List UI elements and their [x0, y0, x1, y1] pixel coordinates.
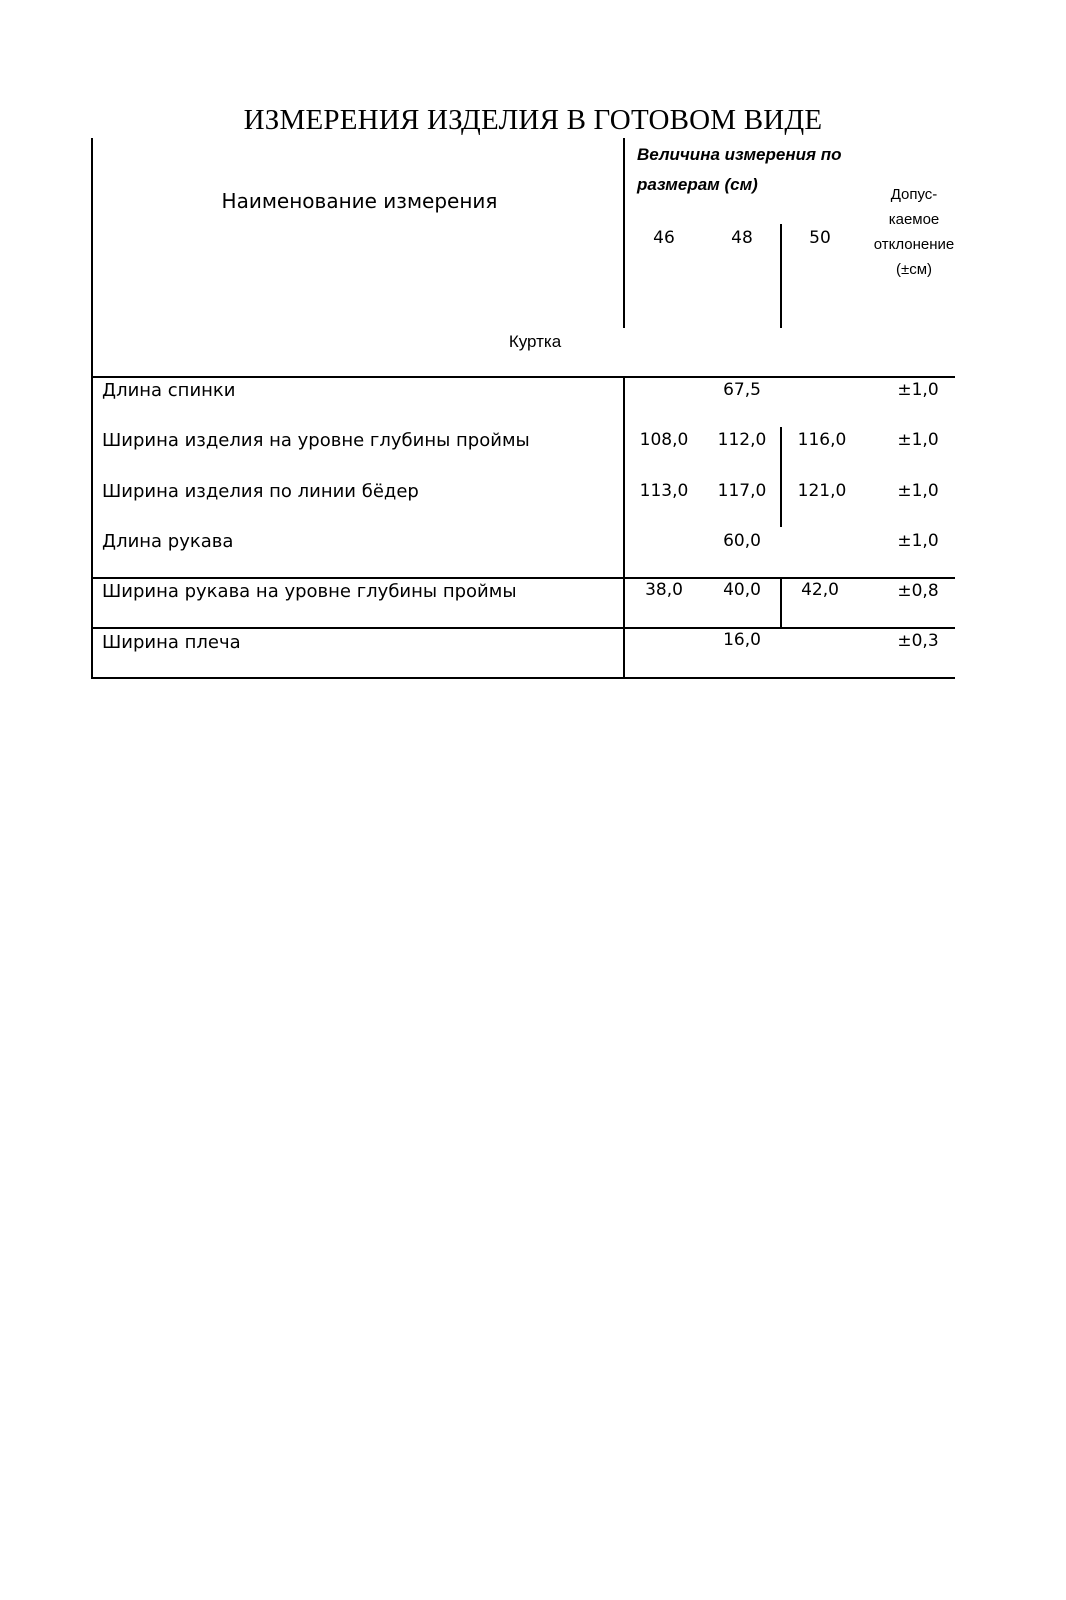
- row-divider-1: [91, 577, 955, 579]
- header-size-line-1: Величина измерения по: [637, 145, 842, 164]
- header-tolerance-column: [872, 182, 956, 282]
- size-48-header: 48: [731, 228, 753, 248]
- size-divider-body-2: [780, 578, 782, 628]
- row-name: Ширина изделия на уровне глубины проймы: [102, 430, 530, 451]
- header-tolerance-line-1: Допус-: [890, 186, 938, 203]
- value-48: 112,0: [717, 430, 767, 450]
- tolerance-value: ±1,0: [897, 481, 939, 501]
- value-46: 108,0: [639, 430, 689, 450]
- value-48: 67,5: [723, 380, 761, 400]
- row-divider-2: [91, 627, 955, 629]
- tolerance-value: ±1,0: [897, 531, 939, 551]
- row-name: Длина спинки: [102, 380, 236, 401]
- tolerance-value: ±1,0: [897, 430, 939, 450]
- tolerance-value: ±1,0: [897, 380, 939, 400]
- value-48: 117,0: [717, 481, 767, 501]
- table-left-border: [91, 138, 93, 679]
- value-48: 16,0: [723, 630, 761, 650]
- row-name: Ширина изделия по линии бёдер: [102, 481, 419, 502]
- tolerance-value: ±0,8: [897, 581, 939, 601]
- column-divider-name-body: [623, 377, 625, 679]
- value-46: 113,0: [639, 481, 689, 501]
- header-tolerance-line-4: (±см): [895, 261, 933, 278]
- row-name: Длина рукава: [102, 531, 234, 552]
- section-label: Куртка: [508, 332, 562, 351]
- header-tolerance-line-3: отклонение: [873, 236, 955, 253]
- value-48: 40,0: [723, 580, 761, 600]
- row-name: Ширина плеча: [102, 632, 241, 653]
- value-50: 116,0: [797, 430, 847, 450]
- value-50: 42,0: [801, 580, 839, 600]
- size-50-header: 50: [809, 228, 831, 248]
- size-divider-body-1: [780, 427, 782, 527]
- header-name-column: Наименование измерения: [221, 189, 498, 213]
- column-divider-name: [623, 138, 625, 328]
- header-tolerance-line-2: каемое: [888, 211, 940, 228]
- header-size-line-2: размерам (см): [637, 175, 758, 194]
- header-bottom-border: [91, 376, 955, 378]
- table-bottom-border: [91, 677, 955, 679]
- tolerance-value: ±0,3: [897, 631, 939, 651]
- row-name: Ширина рукава на уровне глубины проймы: [102, 581, 517, 602]
- value-48: 60,0: [723, 531, 761, 551]
- size-divider-header: [780, 224, 782, 328]
- page-title: ИЗМЕРЕНИЯ ИЗДЕЛИЯ В ГОТОВОМ ВИДЕ: [243, 104, 823, 136]
- header-size-column: [637, 140, 877, 200]
- value-46: 38,0: [645, 580, 683, 600]
- value-50: 121,0: [797, 481, 847, 501]
- size-46-header: 46: [653, 228, 675, 248]
